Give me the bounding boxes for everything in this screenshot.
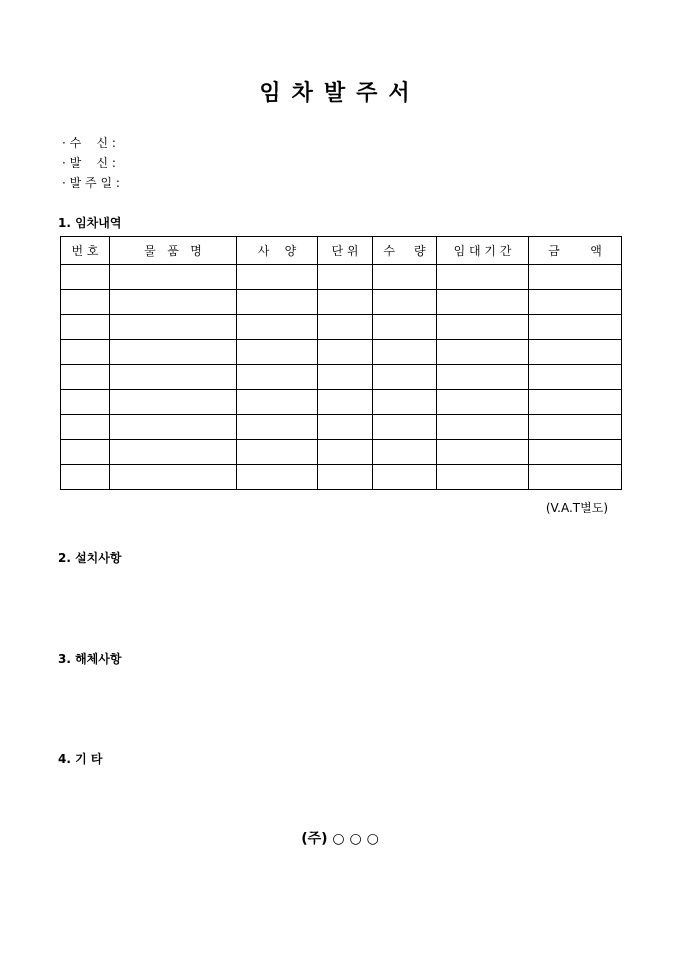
table-cell [437,290,529,315]
table-cell [529,265,622,290]
table-cell [437,440,529,465]
order-date-field: · 발 주 일 : [62,176,120,190]
table-cell [529,365,622,390]
table-cell [61,365,110,390]
table-cell [61,415,110,440]
table-cell [110,315,237,340]
table-cell [373,390,437,415]
table-row [61,390,622,415]
table-cell [318,440,373,465]
table-cell [61,315,110,340]
table-cell [373,415,437,440]
table-cell [237,390,318,415]
table-cell [529,290,622,315]
table-cell [110,465,237,490]
table-cell [373,290,437,315]
table-row [61,365,622,390]
table-cell [237,415,318,440]
table-cell [437,265,529,290]
table-cell [61,440,110,465]
table-cell [237,265,318,290]
vat-note: (V.A.T별도) [545,501,608,515]
header-quantity: 수 량 [373,237,437,265]
table-row [61,340,622,365]
header-unit: 단 위 [318,237,373,265]
table-cell [318,340,373,365]
company-name: (주) ○ ○ ○ [301,831,379,847]
table-cell [373,440,437,465]
sender-field: · 발 신 : [62,156,116,170]
table-cell [61,390,110,415]
recipient-field: · 수 신 : [62,136,116,150]
rental-table [60,236,622,490]
table-row [61,315,622,340]
table-cell [110,390,237,415]
table-cell [237,365,318,390]
table-cell [318,415,373,440]
section-installation: 2. 설치사항 [58,551,122,565]
table-cell [110,265,237,290]
table-cell [437,365,529,390]
table-row [61,465,622,490]
table-cell [529,415,622,440]
table-cell [318,365,373,390]
table-row [61,440,622,465]
table-row [61,415,622,440]
table-cell [437,415,529,440]
header-number: 번 호 [61,237,110,265]
table-cell [110,415,237,440]
table-cell [437,340,529,365]
table-cell [529,465,622,490]
table-cell [110,440,237,465]
header-spec: 사 양 [237,237,318,265]
table-cell [529,440,622,465]
table-cell [529,390,622,415]
table-cell [437,390,529,415]
table-cell [237,315,318,340]
table-cell [61,265,110,290]
table-cell [318,465,373,490]
table-cell [529,340,622,365]
table-cell [373,365,437,390]
table-cell [110,340,237,365]
table-cell [318,390,373,415]
table-cell [373,465,437,490]
table-cell [373,315,437,340]
table-row [61,265,622,290]
header-rental-period: 임 대 기 간 [437,237,529,265]
table-row [61,290,622,315]
table-cell [318,265,373,290]
table-cell [61,465,110,490]
table-cell [318,315,373,340]
header-item-name: 물 품 명 [110,237,237,265]
document-title: 임차발주서 [259,80,421,106]
table-cell [110,365,237,390]
table-cell [437,465,529,490]
table-cell [529,315,622,340]
table-cell [237,465,318,490]
table-cell [110,290,237,315]
table-cell [237,440,318,465]
table-header-row [61,237,622,265]
table-cell [237,340,318,365]
section-other: 4. 기 타 [58,752,103,766]
table-cell [318,290,373,315]
header-amount: 금 액 [529,237,622,265]
table-cell [61,290,110,315]
table-cell [373,265,437,290]
section-rental-details: 1. 임차내역 [58,216,122,230]
table-cell [61,340,110,365]
section-dismantling: 3. 해체사항 [58,652,122,666]
table-cell [237,290,318,315]
table-cell [437,315,529,340]
table-cell [373,340,437,365]
